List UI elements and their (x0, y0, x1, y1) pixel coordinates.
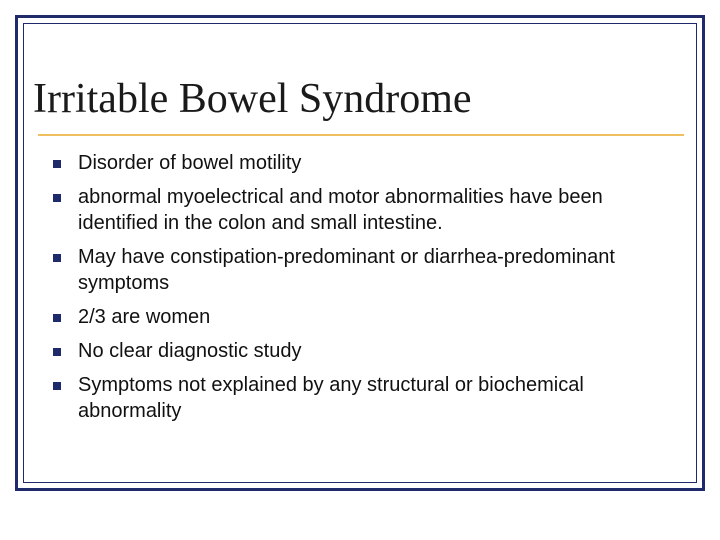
bullet-item (51, 372, 671, 424)
bullet-item (51, 150, 671, 176)
square-bullet-icon (53, 254, 61, 262)
bullet-item (51, 184, 671, 236)
bullet-text: 2/3 are women (78, 306, 211, 328)
bullet-list (51, 150, 671, 432)
bullet-text: May have constipation-predominant or diarrhea-predominant symptoms (78, 246, 615, 294)
bullet-item (51, 304, 671, 330)
title-underline (38, 134, 684, 136)
square-bullet-icon (53, 160, 61, 168)
square-bullet-icon (53, 348, 61, 356)
square-bullet-icon (53, 382, 61, 390)
square-bullet-icon (53, 194, 61, 202)
bullet-text: No clear diagnostic study (78, 340, 302, 362)
bullet-text: Disorder of bowel motility (78, 152, 302, 174)
slide-title: Irritable Bowel Syndrome (33, 76, 472, 122)
bullet-item (51, 338, 671, 364)
bullet-text: Symptoms not explained by any structural or biochemical abnormality (78, 374, 584, 422)
square-bullet-icon (53, 314, 61, 322)
bullet-text: abnormal myoelectrical and motor abnormalities have been identified in the colon and small intestine. (78, 186, 603, 234)
bullet-item (51, 244, 671, 296)
